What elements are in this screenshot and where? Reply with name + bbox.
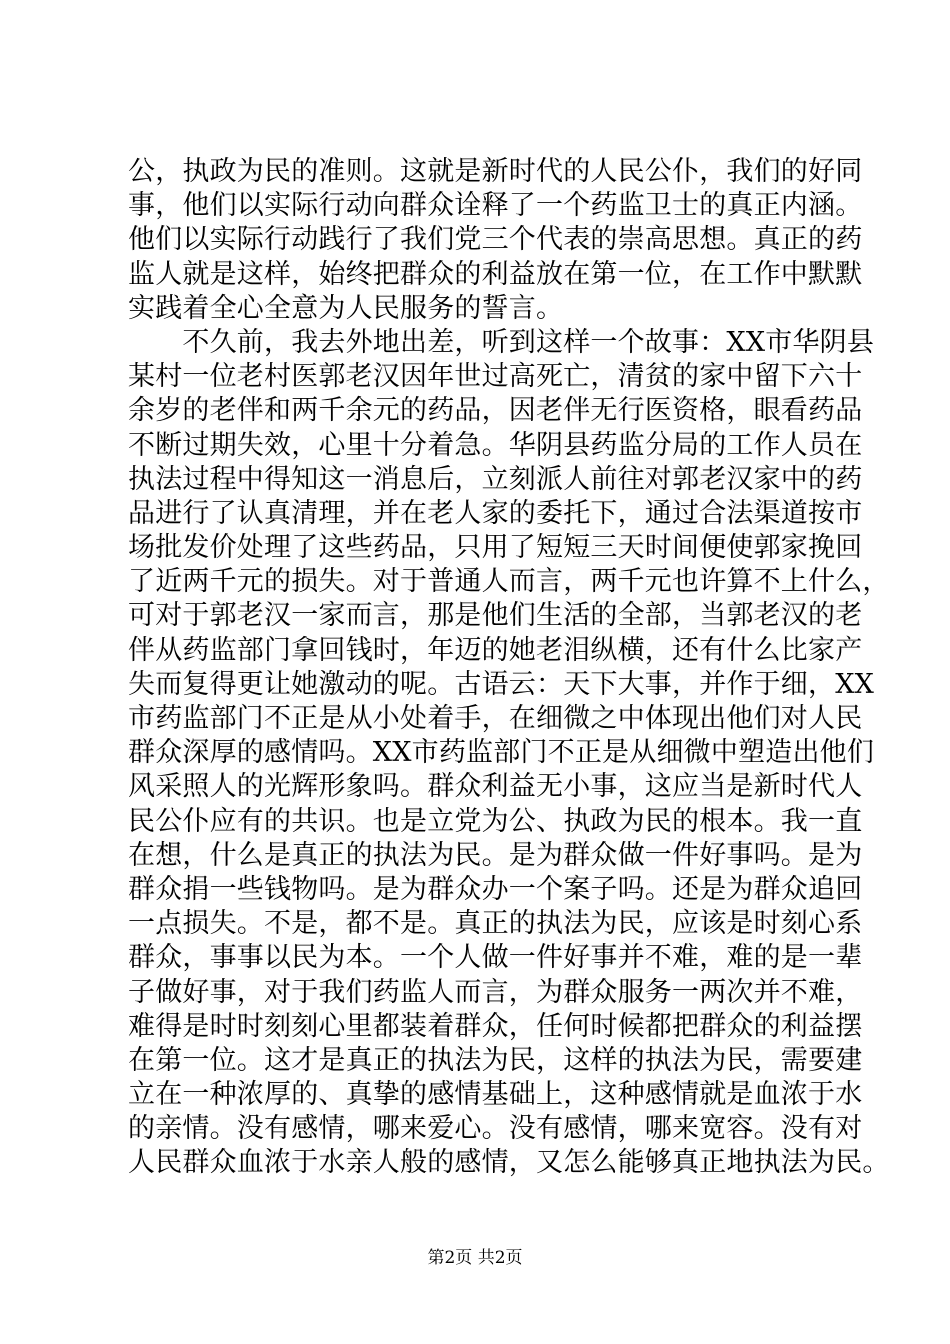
text-line: 执法过程中得知这一消息后，立刻派人前往对郭老汉家中的药	[128, 463, 863, 495]
text-line: 品进行了认真清理，并在老人家的委托下，通过合法渠道按市	[128, 497, 863, 529]
text-line: 失而复得更让她激动的呢。古语云：天下大事，并作于细，XX	[128, 668, 875, 700]
text-line: 难得是时时刻刻心里都装着群众，任何时候都把群众的利益摆	[128, 1010, 863, 1042]
text-line: 的亲情。没有感情，哪来爱心。没有感情，哪来宽容。没有对	[128, 1113, 863, 1145]
text-line: 伴从药监部门拿回钱时，年迈的她老泪纵横，还有什么比家产	[128, 634, 863, 666]
body-text	[128, 155, 890, 1181]
text-line: 可对于郭老汉一家而言，那是他们生活的全部，当郭老汉的老	[128, 600, 863, 632]
text-line: 某村一位老村医郭老汉因年世过高死亡，清贫的家中留下六十	[128, 361, 863, 393]
text-line: 不断过期失效，心里十分着急。华阴县药监分局的工作人员在	[128, 429, 863, 461]
text-line: 群众捐一些钱物吗。是为群众办一个案子吗。还是为群众追回	[128, 873, 863, 905]
text-line: 民公仆应有的共识。也是立党为公、执政为民的根本。我一直	[128, 805, 863, 837]
text-line: 群众深厚的感情吗。XX市药监部门不正是从细微中塑造出他们	[128, 737, 875, 769]
text-line: 在第一位。这才是真正的执法为民，这样的执法为民，需要建	[128, 1044, 863, 1076]
text-line: 事，他们以实际行动向群众诠释了一个药监卫士的真正内涵。	[128, 190, 863, 222]
text-line: 群众，事事以民为本。一个人做一件好事并不难，难的是一辈	[128, 942, 863, 974]
text-line: 市药监部门不正是从小处着手，在细微之中体现出他们对人民	[128, 703, 863, 734]
text-line: 风采照人的光辉形象吗。群众利益无小事，这应当是新时代人	[128, 771, 863, 803]
text-line: 一点损失。不是，都不是。真正的执法为民，应该是时刻心系	[128, 908, 863, 940]
text-line: 不久前，我去外地出差，听到这样一个故事：XX市华阴县	[128, 326, 875, 358]
text-line: 场批发价处理了这些药品，只用了短短三天时间便使郭家挽回	[128, 532, 863, 564]
text-line: 余岁的老伴和两千余元的药品，因老伴无行医资格，眼看药品	[128, 395, 863, 427]
text-line: 立在一种浓厚的、真挚的感情基础上，这种感情就是血浓于水	[128, 1079, 863, 1111]
text-line: 了近两千元的损失。对于普通人而言，两千元也许算不上什么，	[128, 566, 890, 598]
text-line: 子做好事，对于我们药监人而言，为群众服务一两次并不难，	[128, 976, 863, 1008]
text-line: 在想，什么是真正的执法为民。是为群众做一件好事吗。是为	[128, 839, 863, 871]
text-line: 监人就是这样，始终把群众的利益放在第一位，在工作中默默	[128, 258, 863, 290]
text-line: 公，执政为民的准则。这就是新时代的人民公仆，我们的好同	[128, 156, 863, 187]
text-line: 实践着全心全意为人民服务的誓言。	[128, 292, 564, 324]
text-line: 人民群众血浓于水亲人般的感情，又怎么能够真正地执法为民。	[128, 1147, 890, 1179]
text-line: 他们以实际行动践行了我们党三个代表的崇高思想。真正的药	[128, 224, 863, 256]
page-number-footer: 第2页 共2页	[427, 1248, 523, 1268]
